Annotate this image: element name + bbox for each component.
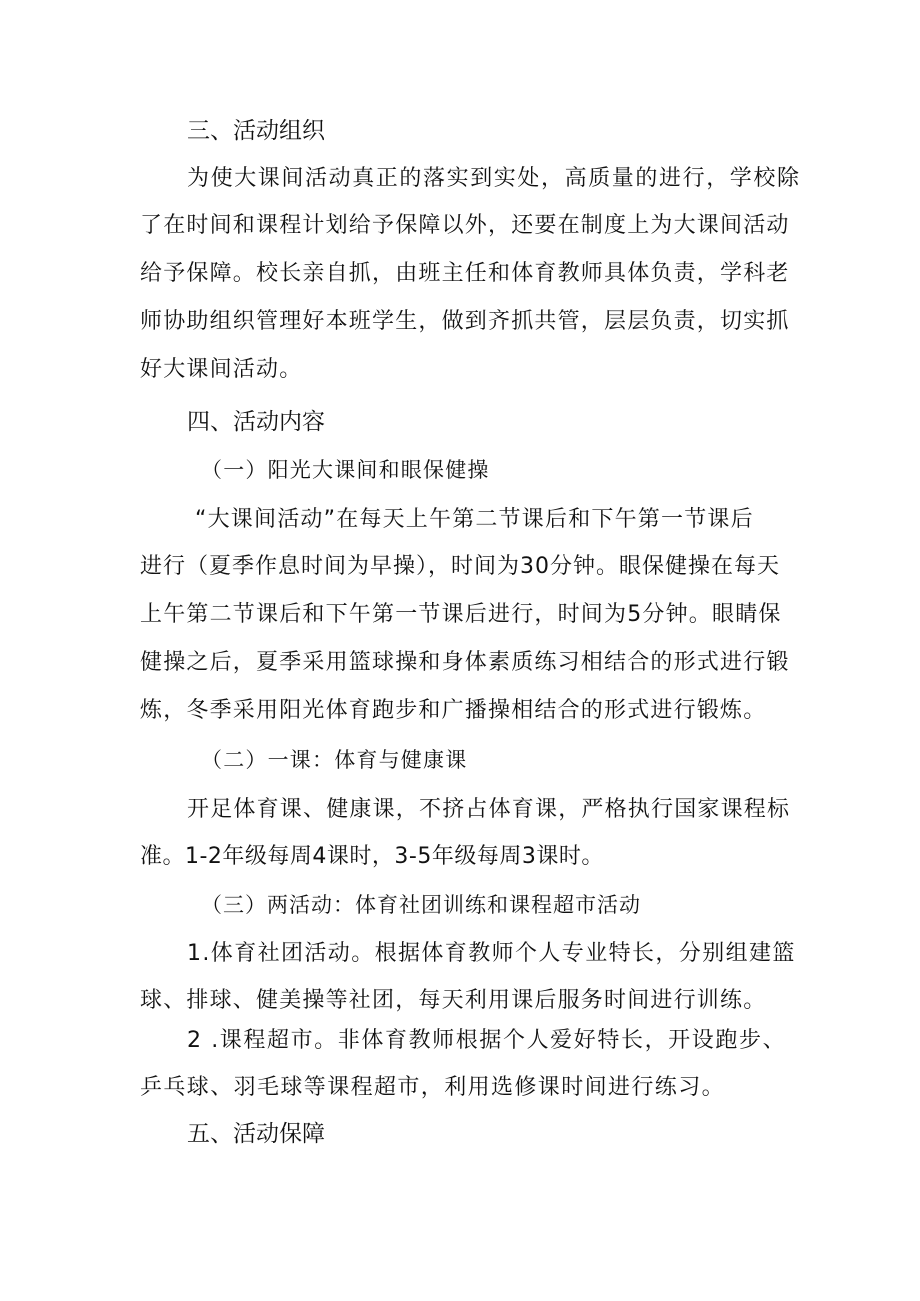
paragraph-line: 为使大课间活动真正的落实到实处，高质量的进行，学校除 [187, 166, 801, 191]
paragraph-line: 乒乓球、羽毛球等课程超市，利用选修课时间进行练习。 [140, 1075, 726, 1100]
paragraph-line: 健操之后，夏季采用篮球操和身体素质练习相结合的形式进行锻 [140, 650, 790, 675]
paragraph-line: 了在时间和课程计划给予保障以外，还要在制度上为大课间活动 [140, 213, 790, 238]
paragraph-line: 准。1-2年级每周4课时，3-5年级每周3课时。 [140, 844, 604, 869]
section-heading-3: 三、活动组织 [187, 118, 325, 144]
section-heading-5: 五、活动保障 [187, 1121, 325, 1147]
paragraph-line: 好大课间活动。 [140, 357, 303, 382]
paragraph-line: 球、排球、健美操等社团，每天利用课后服务时间进行训练。 [140, 988, 767, 1013]
paragraph-line: 1.体育社团活动。根据体育教师个人专业特长，分别组建篮 [187, 941, 796, 966]
subsection-title-2: （二）一课：体育与健康课 [201, 748, 468, 772]
paragraph-line: 2 .课程超市。非体育教师根据个人爱好特长，开设跑步、 [187, 1028, 787, 1053]
section-heading-4: 四、活动内容 [187, 409, 325, 435]
paragraph-line: 进行（夏季作息时间为早操），时间为30分钟。眼保健操在每天 [140, 554, 780, 579]
paragraph-line: 炼，冬季采用阳光体育跑步和广播操相结合的形式进行锻炼。 [140, 698, 767, 723]
paragraph-line: “大课间活动”在每天上午第二节课后和下午第一节课后 [195, 507, 754, 532]
paragraph-line: 给予保障。校长亲自抓，由班主任和体育教师具体负责，学科老 [140, 261, 790, 286]
subsection-title-3: （三）两活动：体育社团训练和课程超市活动 [201, 893, 641, 917]
paragraph-line: 师协助组织管理好本班学生，做到齐抓共管，层层负责，切实抓 [140, 309, 790, 334]
subsection-title-1: （一）阳光大课间和眼保健操 [201, 458, 490, 482]
paragraph-line: 开足体育课、健康课，不挤占体育课，严格执行国家课程标 [187, 797, 791, 822]
paragraph-line: 上午第二节课后和下午第一节课后进行，时间为5分钟。眼睛保 [140, 602, 782, 627]
